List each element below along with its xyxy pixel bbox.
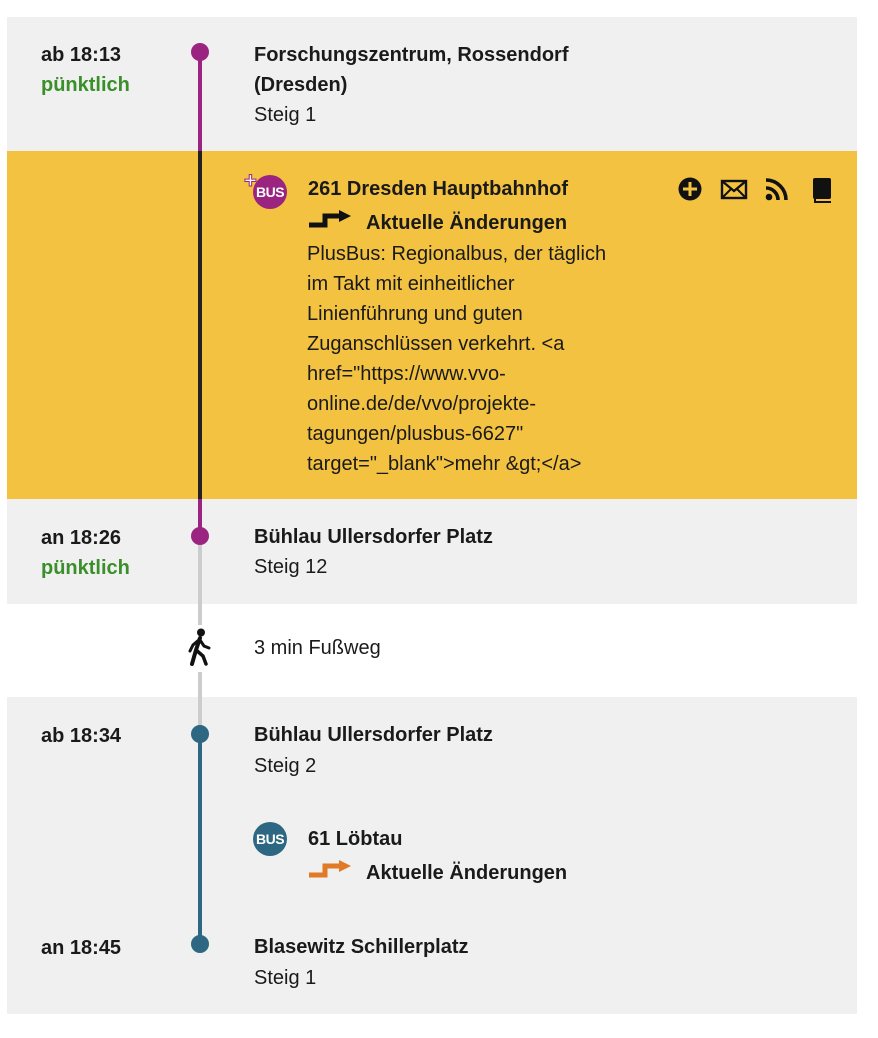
book-icon[interactable]: [810, 176, 834, 204]
transfer-text: 3 min Fußweg: [254, 637, 381, 659]
line-info-text: [307, 239, 652, 479]
changes-link[interactable]: Aktuelle Änderungen: [366, 862, 568, 884]
arrival-time: [41, 937, 121, 960]
changes-arrow-icon: [307, 206, 353, 230]
status-label: pünktlich: [41, 74, 130, 96]
platform-label: Steig 12: [254, 556, 328, 578]
rss-icon[interactable]: [764, 176, 790, 202]
stop-name[interactable]: Blasewitz Schillerplatz: [254, 936, 469, 958]
info-line: online.de/de/vvo/projekte-: [307, 393, 537, 415]
timeline-leg1-start: [198, 52, 202, 152]
stop-name[interactable]: [254, 40, 568, 100]
stop-marker: [191, 935, 209, 953]
time-prefix: ab: [41, 725, 65, 747]
info-line: target="_blank">mehr &gt;</a>: [307, 453, 582, 475]
arrival-time: [41, 527, 121, 550]
line-title[interactable]: 261 Dresden Hauptbahnhof: [308, 178, 569, 200]
stop-marker: [191, 527, 209, 545]
timeline-leg1-middle: [198, 151, 202, 499]
time-prefix: an: [41, 937, 65, 959]
stop-name-line: (Dresden): [254, 74, 348, 96]
changes-arrow-icon: [307, 856, 353, 880]
stop-marker: [191, 725, 209, 743]
platform-label: Steig 1: [254, 104, 317, 126]
envelope-icon[interactable]: [720, 176, 748, 202]
status-label: pünktlich: [41, 557, 130, 579]
bus-badge-icon: BUS: [253, 822, 287, 856]
info-line: im Takt mit einheitlicher: [307, 273, 515, 295]
plus-circle-icon[interactable]: [678, 176, 702, 202]
plus-badge-icon: +: [244, 168, 257, 193]
platform-label: Steig 2: [254, 755, 317, 777]
info-line: PlusBus: Regionalbus, der täglich: [307, 243, 607, 265]
info-line: Linienführung und guten: [307, 303, 523, 325]
departure-time: [41, 725, 121, 748]
stop-name-line: Forschungszentrum, Rossendorf: [254, 44, 569, 66]
timeline-leg2: [198, 733, 202, 943]
stop-name[interactable]: Bühlau Ullersdorfer Platz: [254, 724, 493, 746]
walking-person-icon: [186, 628, 214, 666]
changes-link[interactable]: Aktuelle Änderungen: [366, 212, 568, 234]
time-prefix: ab: [41, 44, 65, 66]
bus-badge-icon: BUS: [253, 175, 287, 209]
timeline-walk: [198, 545, 202, 625]
timeline-walk: [198, 672, 202, 730]
transfer-section: [7, 604, 857, 697]
time-value: 18:45: [69, 937, 122, 959]
platform-label: Steig 1: [254, 967, 317, 989]
line-title[interactable]: 61 Löbtau: [308, 828, 403, 850]
info-line: Zuganschlüssen verkehrt. <a: [307, 333, 565, 355]
info-line: tagungen/plusbus-6627": [307, 423, 524, 445]
stop-marker: [191, 43, 209, 61]
info-line: href="https://www.vvo-: [307, 363, 506, 385]
time-value: 18:26: [69, 527, 122, 549]
time-value: 18:13: [69, 44, 122, 66]
stop-name[interactable]: Bühlau Ullersdorfer Platz: [254, 526, 493, 548]
time-value: 18:34: [69, 725, 122, 747]
time-prefix: an: [41, 527, 65, 549]
departure-time: [41, 44, 121, 67]
